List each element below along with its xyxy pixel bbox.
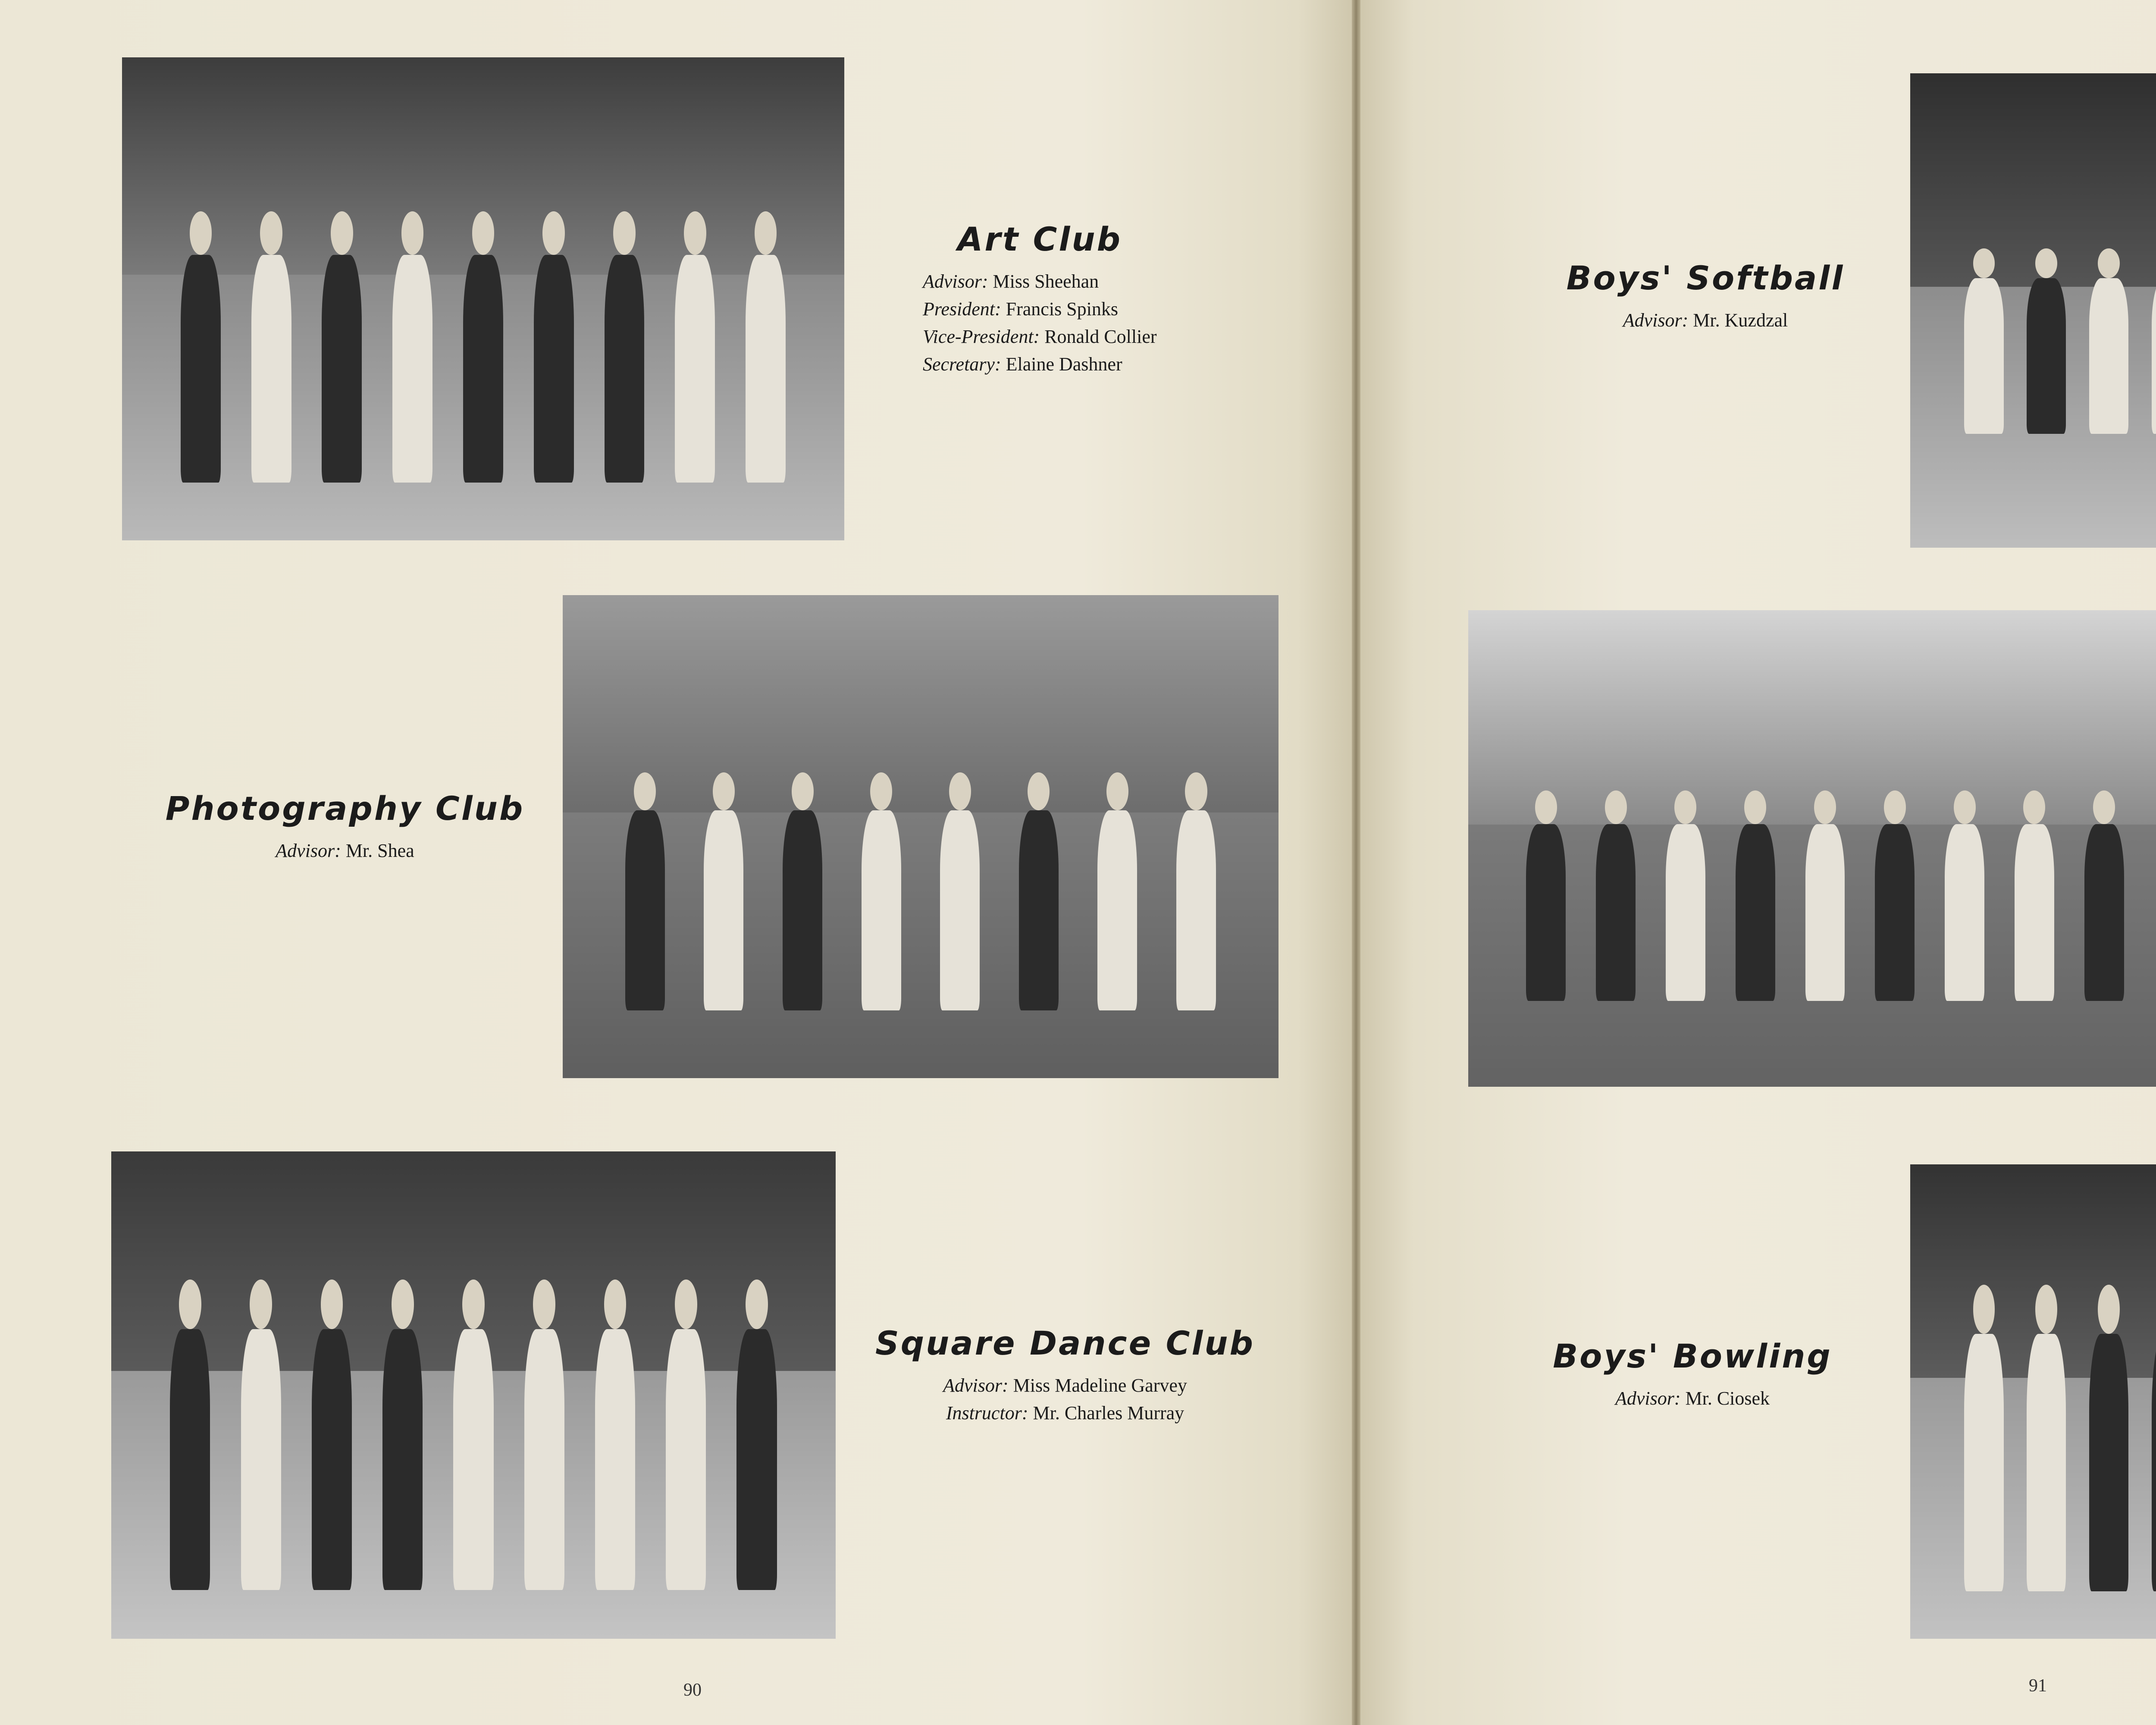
detail-line [164,837,526,865]
person-name: Ronald Collier [1044,326,1157,347]
section-title: Boys' Softball [1566,259,1845,297]
role-label: Advisor: [276,840,341,861]
role-label: Secretary: [923,354,1001,375]
role-label: Advisor: [1615,1388,1681,1409]
photography-club-photo [563,595,1279,1078]
detail-line [867,1372,1263,1399]
detail-line [867,1399,1263,1427]
role-label: Advisor: [1623,310,1689,331]
detail-line [923,351,1157,378]
section-details [164,837,526,865]
boys-golf-photo [1468,610,2156,1087]
photography-club-caption [164,789,526,865]
detail-line [923,323,1157,351]
role-label: Vice-President: [923,326,1040,347]
section-details [923,268,1157,378]
person-name: Miss Madeline Garvey [1013,1375,1187,1396]
boys-softball-photo [1910,73,2156,548]
detail-line [923,268,1157,295]
person-name: Elaine Dashner [1006,354,1122,375]
section-title: Boys' Bowling [1553,1337,1832,1375]
section-title: Photography Club [165,789,525,828]
book-gutter [1352,0,1360,1725]
person-name: Mr. Shea [345,840,414,861]
role-label: Advisor: [943,1375,1009,1396]
section-details [867,1372,1263,1427]
art-club-caption [923,220,1157,378]
square-dance-club-caption [867,1324,1263,1427]
section-details [1533,1385,1852,1412]
person-name: Mr. Kuzdzal [1693,310,1788,331]
boys-bowling-photo [1910,1164,2156,1639]
page-number: 90 [683,1680,702,1700]
detail-line [1546,307,1865,334]
role-label: President: [923,298,1001,320]
section-title: Art Club [957,220,1122,258]
section-details [1546,307,1865,334]
person-name: Mr. Charles Murray [1033,1402,1185,1424]
detail-line [1533,1385,1852,1412]
boys-bowling-caption [1533,1337,1852,1412]
role-label: Instructor: [946,1402,1028,1424]
person-name: Miss Sheehan [993,271,1099,292]
detail-line [923,295,1157,323]
right-page [1360,0,2156,1725]
section-title: Square Dance Club [875,1324,1255,1362]
person-name: Francis Spinks [1006,298,1119,320]
role-label: Advisor: [923,271,988,292]
person-name: Mr. Ciosek [1685,1388,1770,1409]
square-dance-club-photo [111,1151,836,1639]
page-number: 91 [2029,1676,2047,1696]
art-club-photo [122,57,844,540]
boys-softball-caption [1546,259,1865,334]
